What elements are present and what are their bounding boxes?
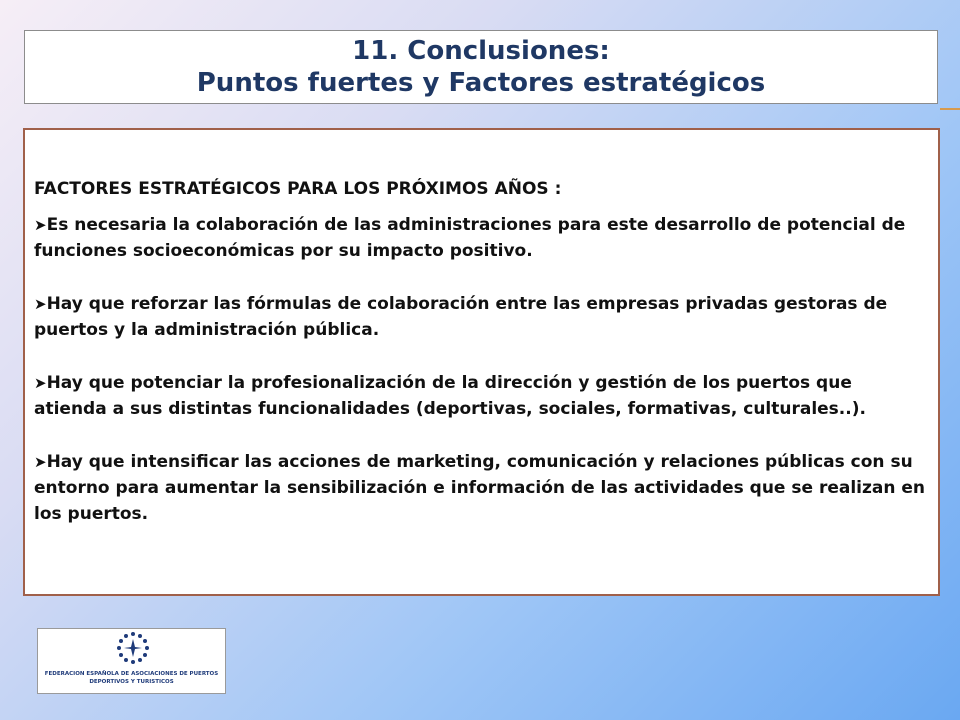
bullet-text: Es necesaria la colaboración de las administraciones para este desarrollo de potencial de funciones socioeconómicas por su impacto positivo. [34, 215, 906, 261]
arrowhead-bullet-icon: ➤ [34, 295, 47, 313]
bullet-text: Hay que intensificar las acciones de marketing, comunicación y relaciones públicas con su entorno para aumentar la sensibilización e información de las actividades que se realizan en los puertos. [34, 452, 926, 524]
bullet-text: Hay que potenciar la profesionalización de la dirección y gestión de los puertos que atienda a sus distintas funcionalidades (deportivas, sociales, formativas, culturales..). [34, 373, 866, 419]
federation-logo [37, 628, 226, 694]
slide-title-line2: Puntos fuertes y Factores estratégicos [196, 68, 766, 98]
section-heading: FACTORES ESTRATÉGICOS PARA LOS PRÓXIMOS AÑOS : [34, 179, 562, 199]
bullet-item [34, 370, 928, 422]
federation-emblem-icon [116, 631, 150, 665]
bullet-item [34, 291, 928, 343]
content-panel [23, 128, 940, 596]
slide-title-box [24, 30, 938, 104]
accent-divider [940, 108, 960, 110]
slide-title-line1: 11. Conclusiones: [352, 36, 610, 66]
arrowhead-bullet-icon: ➤ [34, 216, 47, 234]
arrowhead-bullet-icon: ➤ [34, 453, 47, 471]
bullet-item [34, 212, 928, 264]
logo-text-line2: DEPORTIVOS Y TURISTICOS [89, 679, 174, 685]
logo-text-line1: FEDERACION ESPAÑOLA DE ASOCIACIONES DE PUERTOS [44, 671, 219, 677]
bullet-text: Hay que reforzar las fórmulas de colaboración entre las empresas privadas gestoras de puertos y la administración pública. [34, 294, 888, 340]
bullet-item [34, 449, 928, 527]
arrowhead-bullet-icon: ➤ [34, 374, 47, 392]
